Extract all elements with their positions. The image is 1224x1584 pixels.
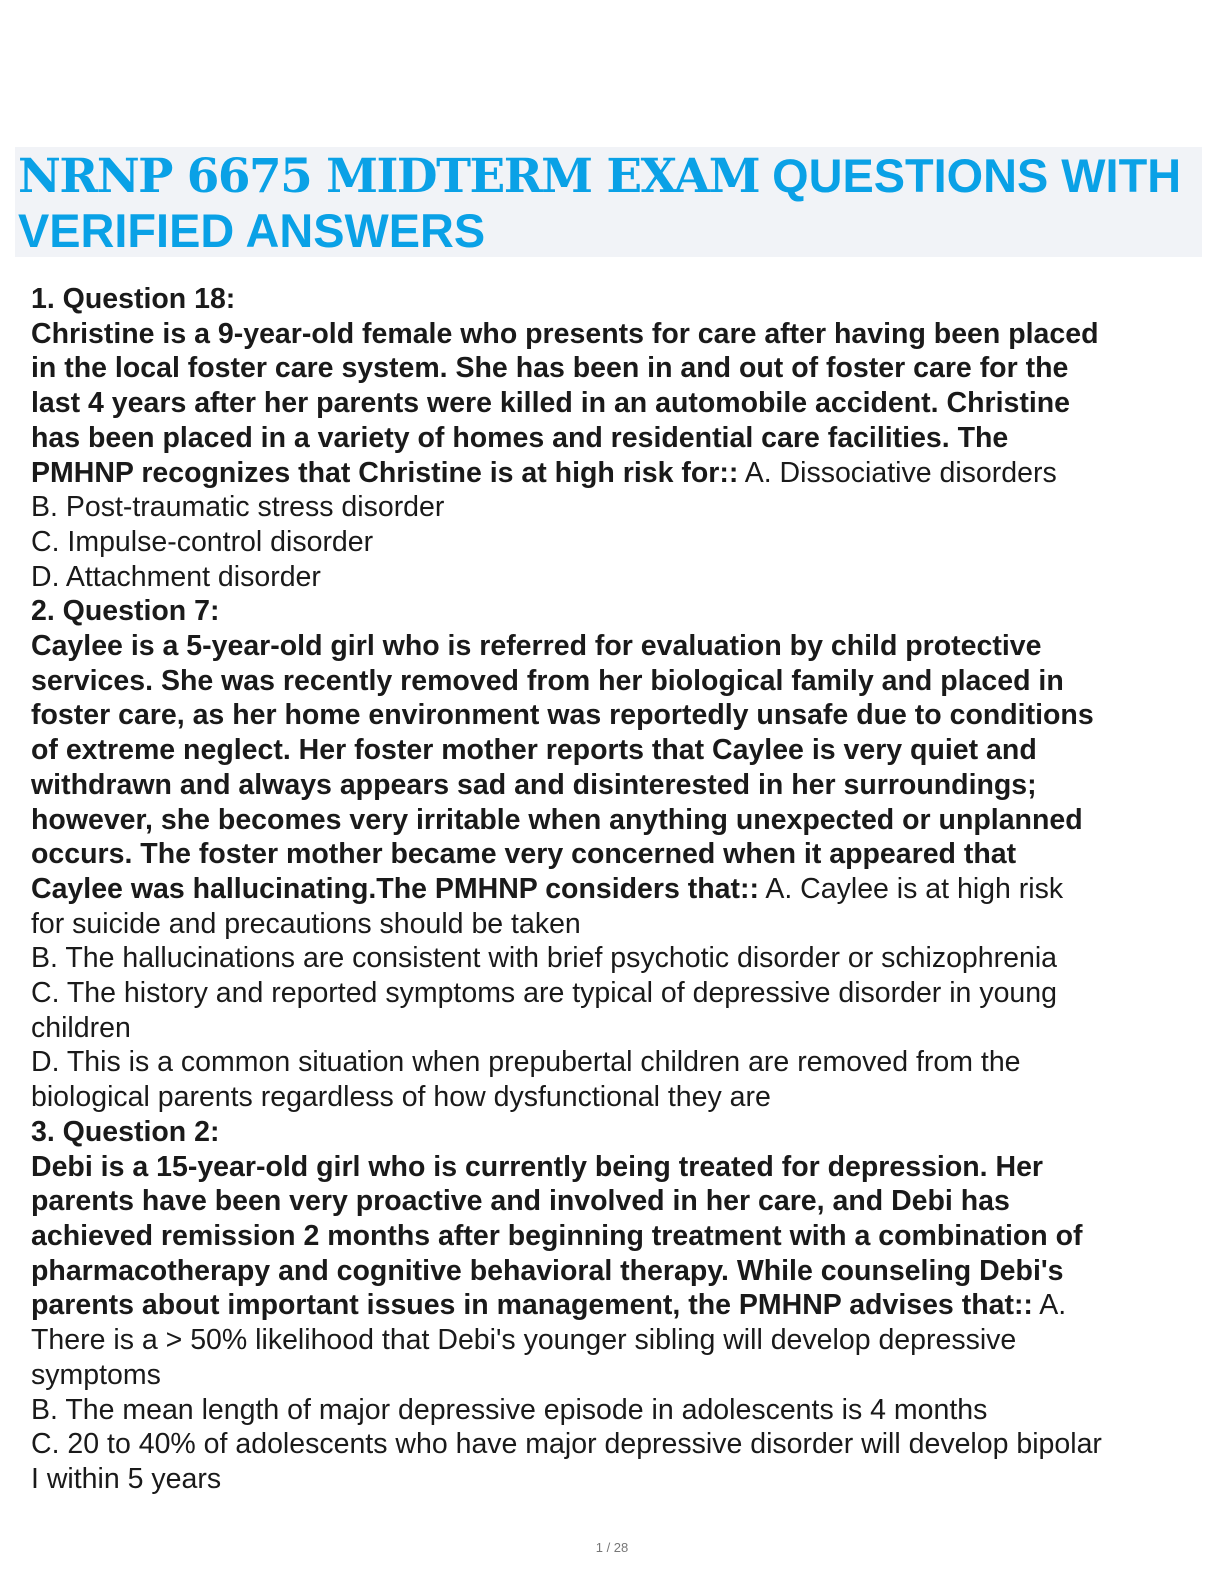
question-2-stem-line: foster care, as her home environment was reportedly unsafe due to conditions	[31, 699, 1094, 732]
question-3-stem-line: achieved remission 2 months after beginning treatment with a combination of	[31, 1219, 1083, 1252]
question-1-option-c: C. Impulse-control disorder	[31, 525, 374, 558]
question-3-stem-last: parents about important issues in management, the PMHNP advises that::	[31, 1289, 1033, 1322]
question-1-stem-line: Christine is a 9-year-old female who presents for care after having been placed	[31, 317, 1099, 350]
question-3-option-a: There is a > 50% likelihood that Debi's younger sibling will develop depressive	[31, 1324, 1017, 1357]
question-3-stem-last-line	[31, 1288, 1191, 1323]
question-1-option-b: B. Post-traumatic stress disorder	[31, 491, 445, 524]
question-2-stem-line: withdrawn and always appears sad and disinterested in her surroundings;	[31, 768, 1037, 801]
question-1-stem-line: in the local foster care system. She has been in and out of foster care for the	[31, 352, 1069, 385]
questions-content	[31, 282, 1191, 1497]
question-1-stem-line: last 4 years after her parents were killed in an automobile accident. Christine	[31, 387, 1071, 420]
question-1-stem-last-line	[31, 456, 1191, 491]
question-1-option-a: A. Dissociative disorders	[738, 456, 1057, 489]
question-2-stem-line: of extreme neglect. Her foster mother reports that Caylee is very quiet and	[31, 734, 1037, 767]
question-3-stem-line: pharmacotherapy and cognitive behavioral therapy. While counseling Debi's	[31, 1254, 1064, 1287]
question-2-option-a: A. Caylee is at high risk	[758, 872, 1064, 905]
question-2-heading: 2. Question 7:	[31, 595, 220, 628]
question-1-heading: 1. Question 18:	[31, 283, 236, 315]
question-2-option-d: D. This is a common situation when prepubertal children are removed from the	[31, 1046, 1021, 1079]
question-2-stem-line: however, she becomes very irritable when anything unexpected or unplanned	[31, 803, 1083, 836]
question-2-option-c: C. The history and reported symptoms are typical of depressive disorder in young	[31, 977, 1057, 1010]
title-line-1	[18, 149, 1199, 204]
question-3-heading: 3. Question 2:	[31, 1115, 220, 1148]
question-2-option-c-continued: children	[31, 1011, 131, 1044]
title-line-2: VERIFIED ANSWERS	[18, 204, 486, 257]
question-2-stem-line: occurs. The foster mother became very concerned when it appeared that	[31, 838, 1017, 871]
document-title-banner	[15, 147, 1202, 257]
question-1-stem-line: has been placed in a variety of homes and residential care facilities. The	[31, 421, 1009, 454]
question-3-option-b: B. The mean length of major depressive episode in adolescents is 4 months	[31, 1393, 988, 1426]
question-3-stem-line: Debi is a 15-year-old girl who is currently being treated for depression. Her	[31, 1150, 1044, 1183]
title-sans-part-1: QUESTIONS WITH	[759, 149, 1182, 202]
question-1-option-d: D. Attachment disorder	[31, 560, 321, 593]
question-2-option-b: B. The hallucinations are consistent with brief psychotic disorder or schizophrenia	[31, 942, 1057, 975]
question-3-option-a-continued: symptoms	[31, 1358, 161, 1391]
question-2-option-d-continued: biological parents regardless of how dysfunctional they are	[31, 1081, 771, 1114]
question-1-stem-last: PMHNP recognizes that Christine is at high risk for::	[31, 456, 739, 489]
title-serif-part: NRNP 6675 MIDTERM EXAM	[18, 149, 760, 204]
question-3-option-a-label: A.	[1032, 1289, 1067, 1322]
question-3-option-c: C. 20 to 40% of adolescents who have major depressive disorder will develop bipolar	[31, 1428, 1102, 1461]
question-2-option-a-continued: for suicide and precautions should be taken	[31, 907, 581, 940]
question-2-stem-last-line	[31, 872, 1191, 907]
question-3-stem-line: parents have been very proactive and involved in her care, and Debi has	[31, 1185, 1010, 1218]
question-2-stem-last: Caylee was hallucinating.The PMHNP considers that::	[31, 872, 759, 905]
question-3-option-c-continued: I within 5 years	[31, 1462, 222, 1495]
question-2-stem-line: Caylee is a 5-year-old girl who is referred for evaluation by child protective	[31, 630, 1042, 663]
page-indicator: 1 / 28	[595, 1540, 629, 1555]
question-2-stem-line: services. She was recently removed from her biological family and placed in	[31, 664, 1064, 697]
